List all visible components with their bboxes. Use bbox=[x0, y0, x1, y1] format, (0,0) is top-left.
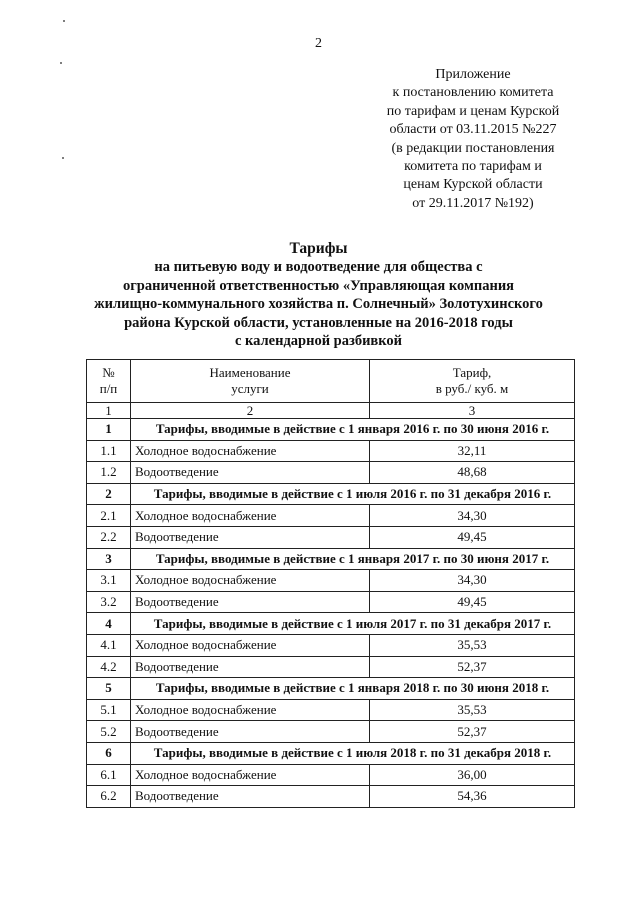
table-row bbox=[87, 570, 575, 592]
period-title: Тарифы, вводимые в действие с 1 июля 2016 г. по 31 декабря 2016 г. bbox=[131, 483, 575, 505]
period-title: Тарифы, вводимые в действие с 1 июля 2018 г. по 31 декабря 2018 г. bbox=[131, 742, 575, 764]
table-row bbox=[87, 699, 575, 721]
scan-speck bbox=[60, 62, 62, 64]
service-name: Холодное водоснабжение bbox=[131, 699, 370, 721]
tariff-table bbox=[86, 359, 575, 808]
table-row bbox=[87, 786, 575, 808]
table-row bbox=[87, 721, 575, 743]
period-title: Тарифы, вводимые в действие с 1 января 2016 г. по 30 июня 2016 г. bbox=[131, 419, 575, 441]
tariff-value: 52,37 bbox=[370, 656, 575, 678]
table-row bbox=[87, 764, 575, 786]
table-row bbox=[87, 440, 575, 462]
service-name: Холодное водоснабжение bbox=[131, 764, 370, 786]
header-tariff: Тариф, в руб./ куб. м bbox=[370, 360, 575, 403]
document-title bbox=[60, 240, 577, 350]
period-row bbox=[87, 548, 575, 570]
tariff-value: 52,37 bbox=[370, 721, 575, 743]
tariff-value: 34,30 bbox=[370, 505, 575, 527]
service-name: Холодное водоснабжение bbox=[131, 570, 370, 592]
column-number: 1 bbox=[87, 403, 131, 419]
scan-speck bbox=[63, 20, 65, 22]
tariff-value: 49,45 bbox=[370, 591, 575, 613]
header-num: № п/п bbox=[87, 360, 131, 403]
service-name: Холодное водоснабжение bbox=[131, 505, 370, 527]
period-number: 1 bbox=[87, 419, 131, 441]
row-number: 1.1 bbox=[87, 440, 131, 462]
service-name: Водоотведение bbox=[131, 656, 370, 678]
row-number: 5.2 bbox=[87, 721, 131, 743]
appendix-line: ценам Курской области bbox=[403, 177, 543, 193]
column-numbers-row bbox=[87, 403, 575, 419]
title-line: района Курской области, установленные на 2016-2018 годы bbox=[124, 314, 513, 331]
period-row bbox=[87, 483, 575, 505]
tariff-value: 48,68 bbox=[370, 462, 575, 484]
service-name: Водоотведение bbox=[131, 721, 370, 743]
table-row bbox=[87, 505, 575, 527]
row-number: 2.2 bbox=[87, 526, 131, 548]
period-row bbox=[87, 678, 575, 700]
period-number: 4 bbox=[87, 613, 131, 635]
table-row bbox=[87, 634, 575, 656]
row-number: 2.1 bbox=[87, 505, 131, 527]
period-number: 2 bbox=[87, 483, 131, 505]
appendix-note bbox=[368, 66, 578, 213]
tariff-value: 49,45 bbox=[370, 526, 575, 548]
column-number: 3 bbox=[370, 403, 575, 419]
tariff-value: 34,30 bbox=[370, 570, 575, 592]
service-name: Холодное водоснабжение bbox=[131, 634, 370, 656]
tariff-value: 54,36 bbox=[370, 786, 575, 808]
period-row bbox=[87, 419, 575, 441]
period-number: 6 bbox=[87, 742, 131, 764]
appendix-line: Приложение bbox=[435, 67, 511, 82]
tariff-value: 35,53 bbox=[370, 634, 575, 656]
appendix-line: комитета по тарифам и bbox=[404, 159, 542, 175]
period-title: Тарифы, вводимые в действие с 1 июля 2017 г. по 31 декабря 2017 г. bbox=[131, 613, 575, 635]
service-name: Водоотведение bbox=[131, 462, 370, 484]
service-name: Водоотведение bbox=[131, 591, 370, 613]
period-row bbox=[87, 613, 575, 635]
row-number: 4.1 bbox=[87, 634, 131, 656]
column-number: 2 bbox=[131, 403, 370, 419]
row-number: 1.2 bbox=[87, 462, 131, 484]
table-row bbox=[87, 526, 575, 548]
row-number: 3.1 bbox=[87, 570, 131, 592]
title-line: ограниченной ответственностью «Управляющая компания bbox=[122, 277, 515, 294]
page-number: 2 bbox=[315, 36, 322, 51]
service-name: Водоотведение bbox=[131, 526, 370, 548]
appendix-line: от 29.11.2017 №192) bbox=[412, 195, 534, 211]
title-line: на питьевую воду и водоотведение для общества с bbox=[154, 259, 483, 276]
period-title: Тарифы, вводимые в действие с 1 января 2017 г. по 30 июня 2017 г. bbox=[131, 548, 575, 570]
table-row bbox=[87, 656, 575, 678]
appendix-line: по тарифам и ценам Курской bbox=[386, 103, 560, 119]
title-line: жилищно-коммунального хозяйства п. Солнечный» Золотухинского bbox=[94, 296, 543, 313]
table-header-row bbox=[87, 360, 575, 403]
row-number: 5.1 bbox=[87, 699, 131, 721]
row-number: 6.1 bbox=[87, 764, 131, 786]
appendix-line: (в редакции постановления bbox=[391, 140, 555, 156]
period-number: 3 bbox=[87, 548, 131, 570]
title-main: Тарифы bbox=[289, 240, 348, 257]
service-name: Водоотведение bbox=[131, 786, 370, 808]
scan-speck bbox=[62, 157, 64, 159]
period-number: 5 bbox=[87, 678, 131, 700]
period-row bbox=[87, 742, 575, 764]
tariff-value: 32,11 bbox=[370, 440, 575, 462]
row-number: 4.2 bbox=[87, 656, 131, 678]
tariff-value: 35,53 bbox=[370, 699, 575, 721]
appendix-line: к постановлению комитета bbox=[392, 85, 554, 101]
row-number: 3.2 bbox=[87, 591, 131, 613]
service-name: Холодное водоснабжение bbox=[131, 440, 370, 462]
appendix-line: области от 03.11.2015 №227 bbox=[389, 122, 557, 138]
period-title: Тарифы, вводимые в действие с 1 января 2018 г. по 30 июня 2018 г. bbox=[131, 678, 575, 700]
tariff-value: 36,00 bbox=[370, 764, 575, 786]
row-number: 6.2 bbox=[87, 786, 131, 808]
header-name: Наименование услуги bbox=[131, 360, 370, 403]
table-row bbox=[87, 591, 575, 613]
table-row bbox=[87, 462, 575, 484]
title-line: с календарной разбивкой bbox=[234, 333, 403, 350]
